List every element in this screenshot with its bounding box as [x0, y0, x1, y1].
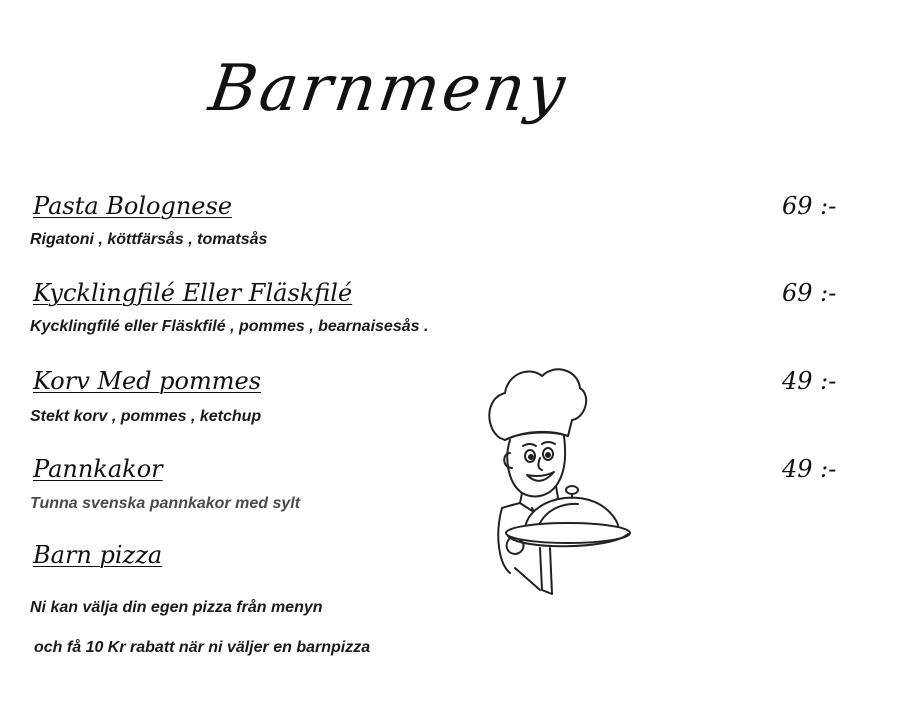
item-desc-kycklingfile: Kycklingfilé eller Fläskfilé , pommes , bearnaisesås .	[30, 318, 429, 335]
price-kycklingfile: 69 :-	[782, 279, 837, 307]
item-name-barn-pizza: Barn pizza	[33, 541, 163, 569]
price-pasta-bolognese: 69 :-	[782, 192, 837, 220]
item-desc-korv-med-pommes: Stekt korv , pommes , ketchup	[30, 408, 262, 425]
item-name-kycklingfile: Kycklingfilé Eller Fläskfilé	[33, 279, 353, 307]
item-name-korv-med-pommes: Korv Med pommes	[33, 367, 262, 395]
item-name-pasta-bolognese: Pasta Bolognese	[33, 192, 233, 220]
item-desc-pannkakor: Tunna svenska pannkakor med sylt	[30, 495, 301, 512]
pizza-note-line2: och få 10 Kr rabatt när ni väljer en barnpizza	[34, 639, 371, 656]
price-pannkakor: 49 :-	[782, 455, 837, 483]
chef-with-cloche-icon	[480, 358, 640, 598]
menu-title: Barnmeny	[204, 52, 573, 126]
price-korv-med-pommes: 49 :-	[782, 367, 837, 395]
pizza-note-line1: Ni kan välja din egen pizza från menyn	[30, 599, 323, 616]
item-name-pannkakor: Pannkakor	[33, 455, 163, 483]
item-desc-pasta-bolognese: Rigatoni , köttfärsås , tomatsås	[30, 231, 268, 248]
